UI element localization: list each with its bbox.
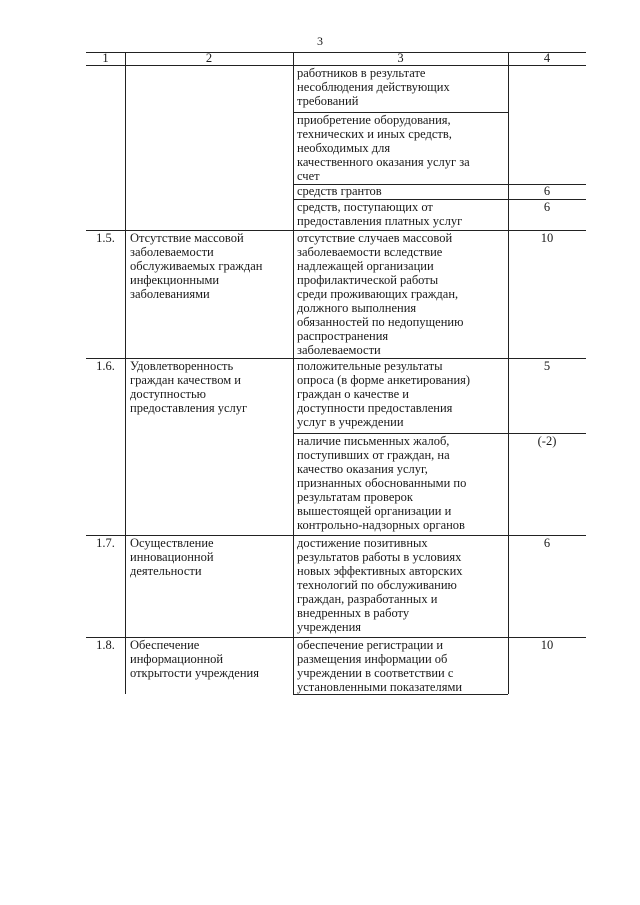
criterion-text: признанных обоснованными по bbox=[297, 476, 467, 490]
rule-v2 bbox=[293, 52, 294, 694]
criterion-text: опроса (в форме анкетирования) bbox=[297, 373, 471, 387]
criterion-text: обеспечение регистрации и bbox=[297, 638, 444, 652]
criterion-text: поступивших от граждан, на bbox=[297, 448, 450, 462]
score-value: 10 bbox=[540, 638, 554, 652]
criterion-text: доступности предоставления bbox=[297, 401, 453, 415]
indicator-name: Отсутствие массовой bbox=[130, 231, 244, 245]
indicator-name: деятельности bbox=[130, 564, 202, 578]
row-number: 1.6. bbox=[96, 359, 115, 373]
score-value: 6 bbox=[543, 200, 551, 214]
indicator-name: предоставления услуг bbox=[130, 401, 248, 415]
criterion-text: среди проживающих граждан, bbox=[297, 287, 459, 301]
criterion-text: работников в результате bbox=[297, 66, 426, 80]
criterion-text: достижение позитивных bbox=[297, 536, 428, 550]
indicator-name: Обеспечение bbox=[130, 638, 200, 652]
indicator-name: граждан качеством и bbox=[130, 373, 241, 387]
indicator-name: Удовлетворенность bbox=[130, 359, 234, 373]
criterion-text: счет bbox=[297, 169, 320, 183]
indicator-name: доступностью bbox=[130, 387, 207, 401]
criterion-text: надлежащей организации bbox=[297, 259, 434, 273]
criterion-text: граждан о качестве и bbox=[297, 387, 409, 401]
rule-v1 bbox=[125, 52, 126, 694]
criterion-text: должного выполнения bbox=[297, 301, 417, 315]
criterion-text: распространения bbox=[297, 329, 389, 343]
criterion-text: учреждении в соответствии с bbox=[297, 666, 454, 680]
score-value: (-2) bbox=[537, 434, 557, 448]
criterion-text: контрольно-надзорных органов bbox=[297, 518, 465, 532]
criterion-text: средств грантов bbox=[297, 184, 382, 198]
criterion-text: несоблюдения действующих bbox=[297, 80, 450, 94]
criterion-text: профилактической работы bbox=[297, 273, 439, 287]
score-value: 5 bbox=[543, 359, 551, 373]
col-header-2: 2 bbox=[205, 51, 213, 65]
indicator-name: инфекционными bbox=[130, 273, 220, 287]
criterion-text: новых эффективных авторских bbox=[297, 564, 463, 578]
criterion-text: технических и иных средств, bbox=[297, 127, 452, 141]
row-number: 1.8. bbox=[96, 638, 115, 652]
criterion-text: учреждения bbox=[297, 620, 362, 634]
criterion-text: необходимых для bbox=[297, 141, 391, 155]
indicator-name: открытости учреждения bbox=[130, 666, 259, 680]
indicator-name: Осуществление bbox=[130, 536, 214, 550]
page-number: 3 bbox=[317, 34, 323, 48]
criterion-text: установленными показателями bbox=[297, 680, 463, 694]
criterion-text: заболеваемости вследствие bbox=[297, 245, 443, 259]
score-value: 6 bbox=[543, 184, 551, 198]
criterion-text: граждан, разработанных и bbox=[297, 592, 438, 606]
score-value: 6 bbox=[543, 536, 551, 550]
criterion-text: наличие письменных жалоб, bbox=[297, 434, 450, 448]
criterion-text: результатам проверок bbox=[297, 490, 413, 504]
criterion-text: требований bbox=[297, 94, 359, 108]
criterion-text: внедренных в работу bbox=[297, 606, 410, 620]
criterion-text: положительные результаты bbox=[297, 359, 443, 373]
criterion-text: приобретение оборудования, bbox=[297, 113, 451, 127]
criterion-text: результатов работы в условиях bbox=[297, 550, 462, 564]
criterion-text: размещения информации об bbox=[297, 652, 448, 666]
indicator-name: обслуживаемых граждан bbox=[130, 259, 263, 273]
criterion-text: технологий по обслуживанию bbox=[297, 578, 457, 592]
score-value: 10 bbox=[540, 231, 554, 245]
row-number: 1.5. bbox=[96, 231, 115, 245]
indicator-name: заболеваемости bbox=[130, 245, 214, 259]
row-number: 1.7. bbox=[96, 536, 115, 550]
indicator-name: информационной bbox=[130, 652, 224, 666]
indicator-name: заболеваниями bbox=[130, 287, 210, 301]
criterion-text: предоставления платных услуг bbox=[297, 214, 463, 228]
col-header-1: 1 bbox=[102, 51, 109, 65]
criterion-text: заболеваемости bbox=[297, 343, 381, 357]
criterion-text: обязанностей по недопущению bbox=[297, 315, 464, 329]
indicator-name: инновационной bbox=[130, 550, 214, 564]
criterion-text: вышестоящей организации и bbox=[297, 504, 452, 518]
criterion-text: качественного оказания услуг за bbox=[297, 155, 470, 169]
criterion-text: средств, поступающих от bbox=[297, 200, 433, 214]
criterion-text: отсутствие случаев массовой bbox=[297, 231, 453, 245]
criterion-text: услуг в учреждении bbox=[297, 415, 404, 429]
col-header-4: 4 bbox=[543, 51, 551, 65]
col-header-3: 3 bbox=[397, 51, 404, 65]
criterion-text: качество оказания услуг, bbox=[297, 462, 428, 476]
